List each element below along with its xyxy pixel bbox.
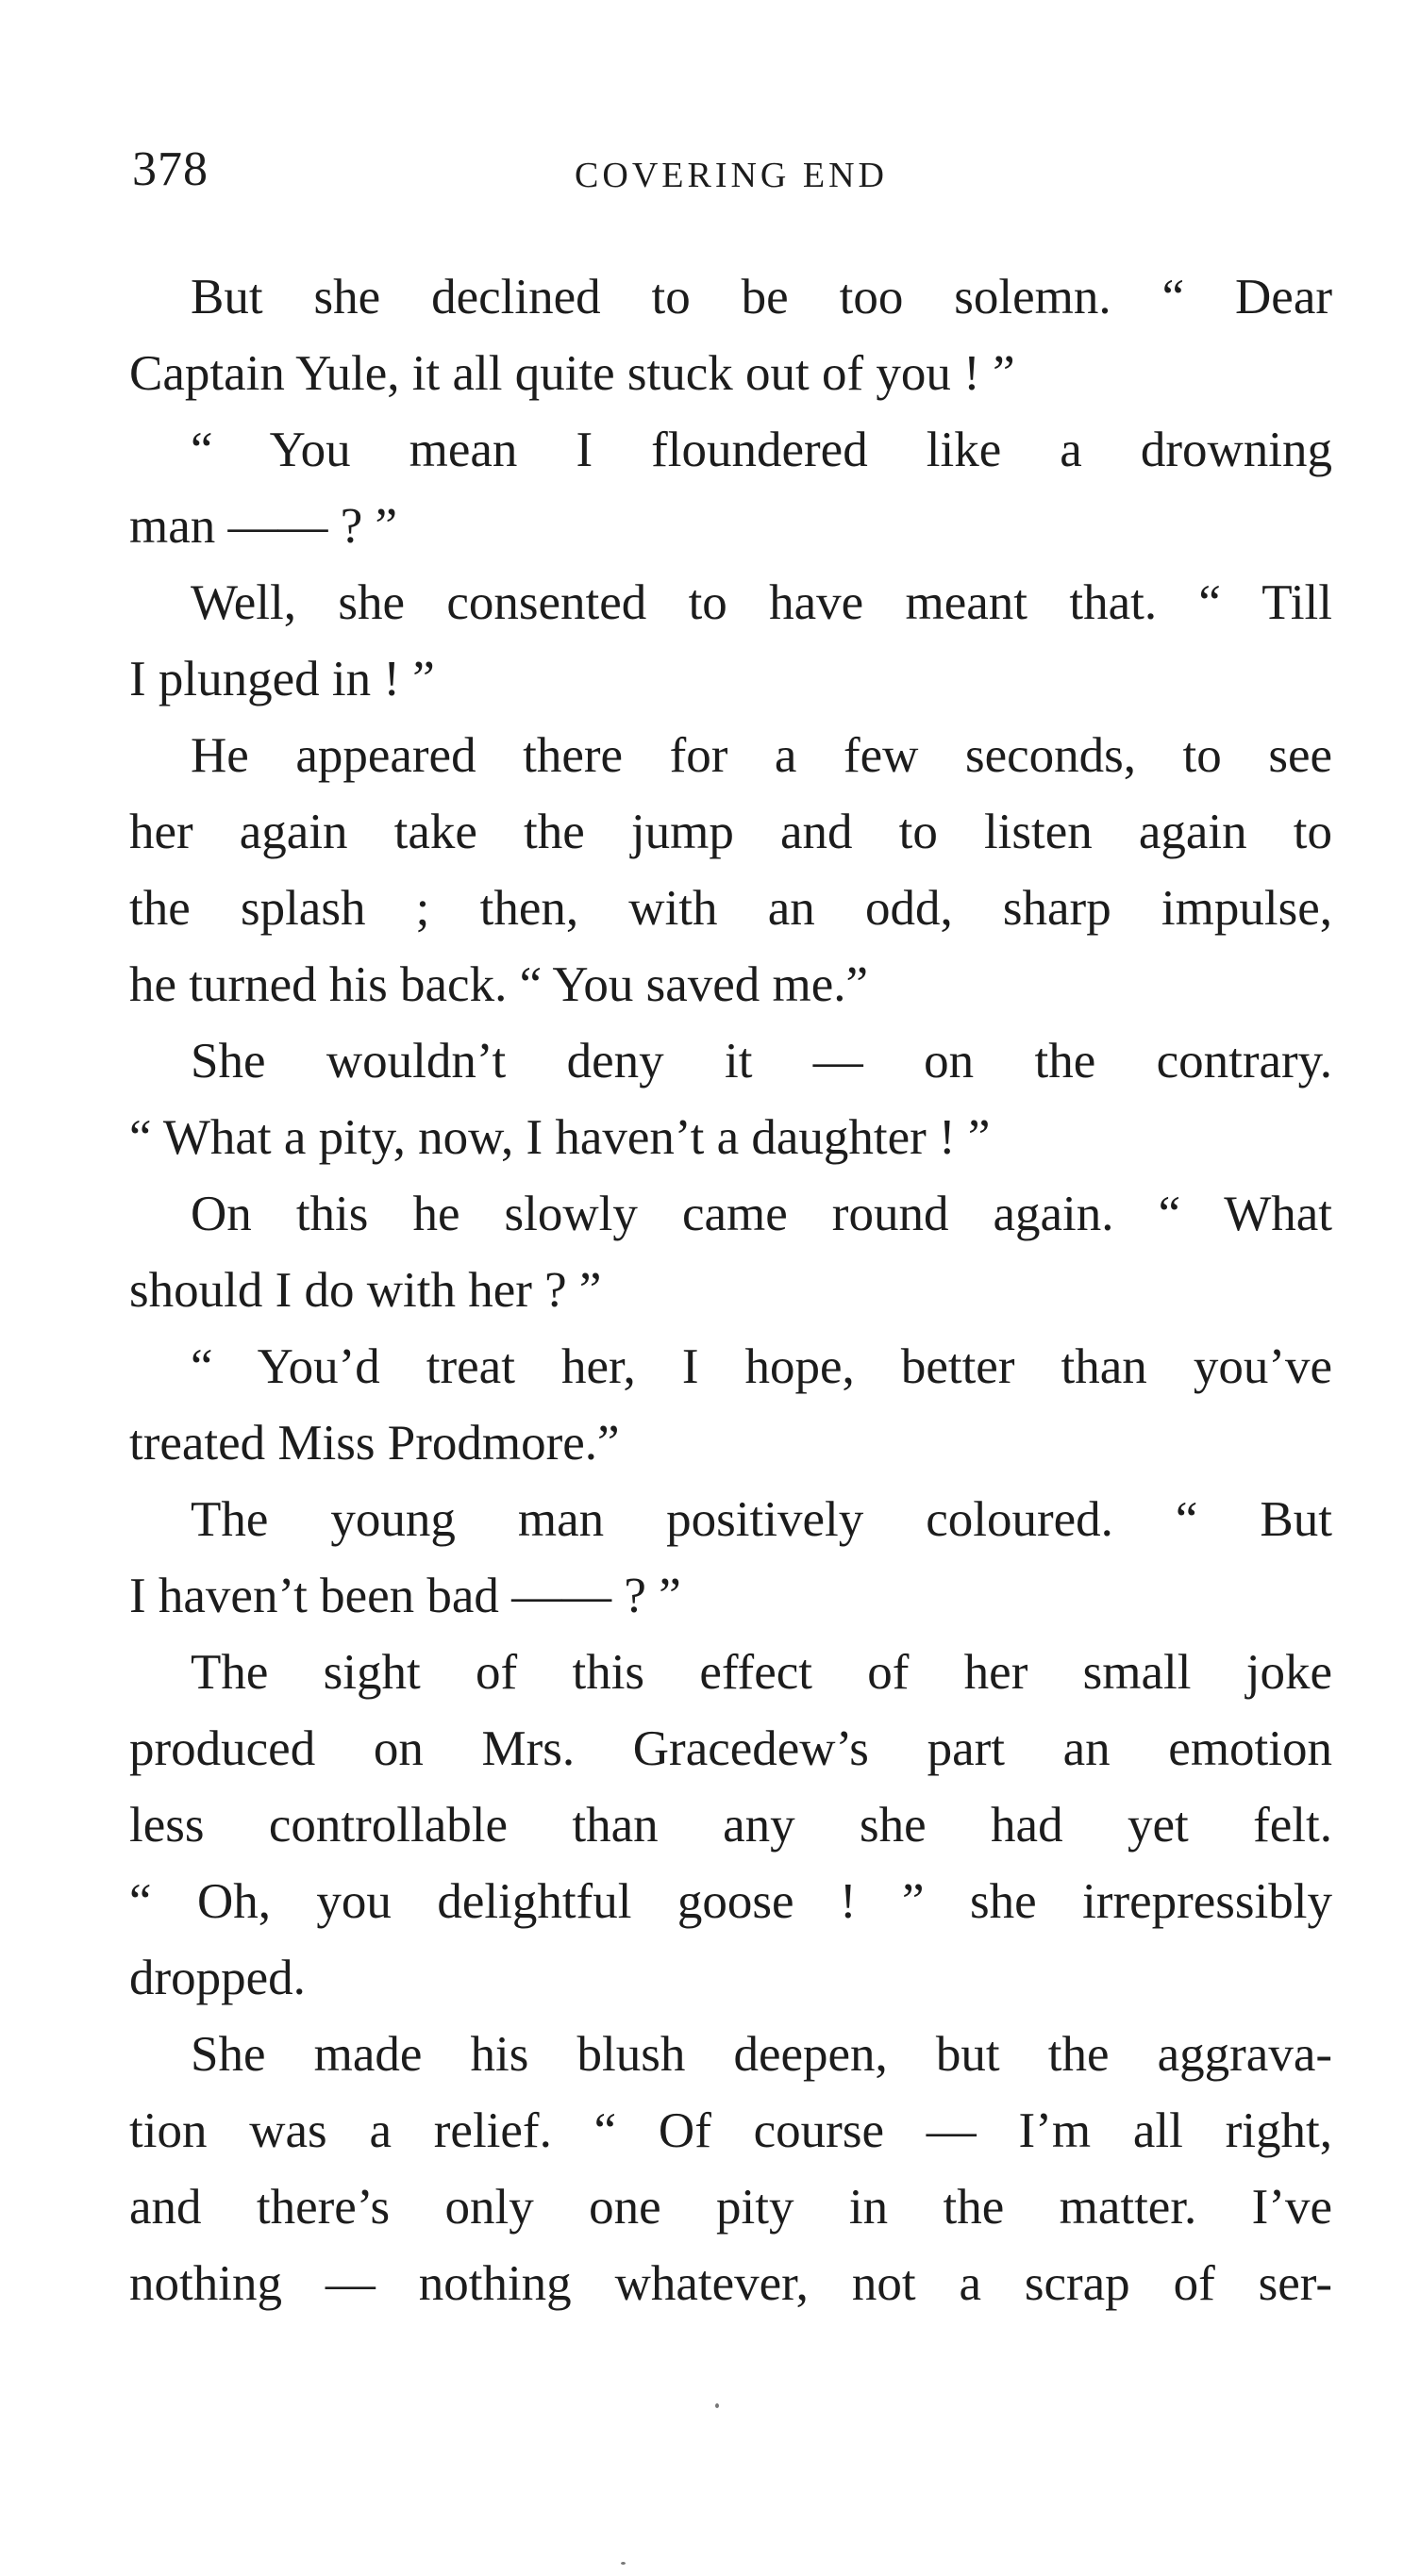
page-number: 378 — [132, 142, 209, 196]
text-line: dropped. — [129, 1951, 306, 2005]
text-line: tion was a relief. “ Of course — I’m all right, — [129, 2103, 1332, 2158]
text-line: produced on Mrs. Gracedew’s part an emotion — [129, 1721, 1332, 1776]
text-line: treated Miss Prodmore.” — [129, 1416, 620, 1471]
text-line: and there’s only one pity in the matter. I’ve — [129, 2180, 1332, 2235]
text-line: I plunged in ! ” — [129, 652, 435, 706]
running-title: COVERING END — [575, 156, 888, 195]
text-line: less controllable than any she had yet felt. — [129, 1798, 1332, 1853]
text-line: Well, she consented to have meant that. “ Till — [191, 575, 1332, 630]
text-line: her again take the jump and to listen again to — [129, 805, 1332, 859]
page-header — [132, 141, 1330, 208]
text-line: She made his blush deepen, but the aggrava- — [191, 2027, 1332, 2082]
text-line: nothing — nothing whatever, not a scrap of ser- — [129, 2256, 1332, 2311]
text-line: The sight of this effect of her small joke — [191, 1645, 1332, 1700]
text-line: “ You mean I floundered like a drowning — [191, 423, 1332, 477]
print-speck — [715, 2403, 719, 2408]
text-line: “ Oh, you delightful goose ! ” she irrepressibly — [129, 1874, 1332, 1929]
body-text — [129, 259, 1332, 2322]
text-line: “ What a pity, now, I haven’t a daughter ! ” — [129, 1110, 991, 1165]
text-line: Captain Yule, it all quite stuck out of you ! ” — [129, 346, 1015, 401]
text-line: the splash ; then, with an odd, sharp impulse, — [129, 881, 1332, 936]
text-line: He appeared there for a few seconds, to see — [191, 728, 1332, 783]
text-line: The young man positively coloured. “ But — [191, 1492, 1332, 1547]
text-line: I haven’t been bad —— ? ” — [129, 1569, 681, 1623]
text-line: should I do with her ? ” — [129, 1263, 602, 1318]
text-line: On this he slowly came round again. “ What — [191, 1187, 1332, 1241]
print-speck — [621, 2562, 626, 2565]
text-line: man —— ? ” — [129, 499, 398, 554]
text-line: “ You’d treat her, I hope, better than you’ve — [191, 1339, 1332, 1394]
text-line: But she declined to be too solemn. “ Dear — [191, 270, 1332, 324]
text-line: She wouldn’t deny it — on the contrary. — [191, 1034, 1332, 1089]
text-line: he turned his back. “ You saved me.” — [129, 957, 869, 1012]
